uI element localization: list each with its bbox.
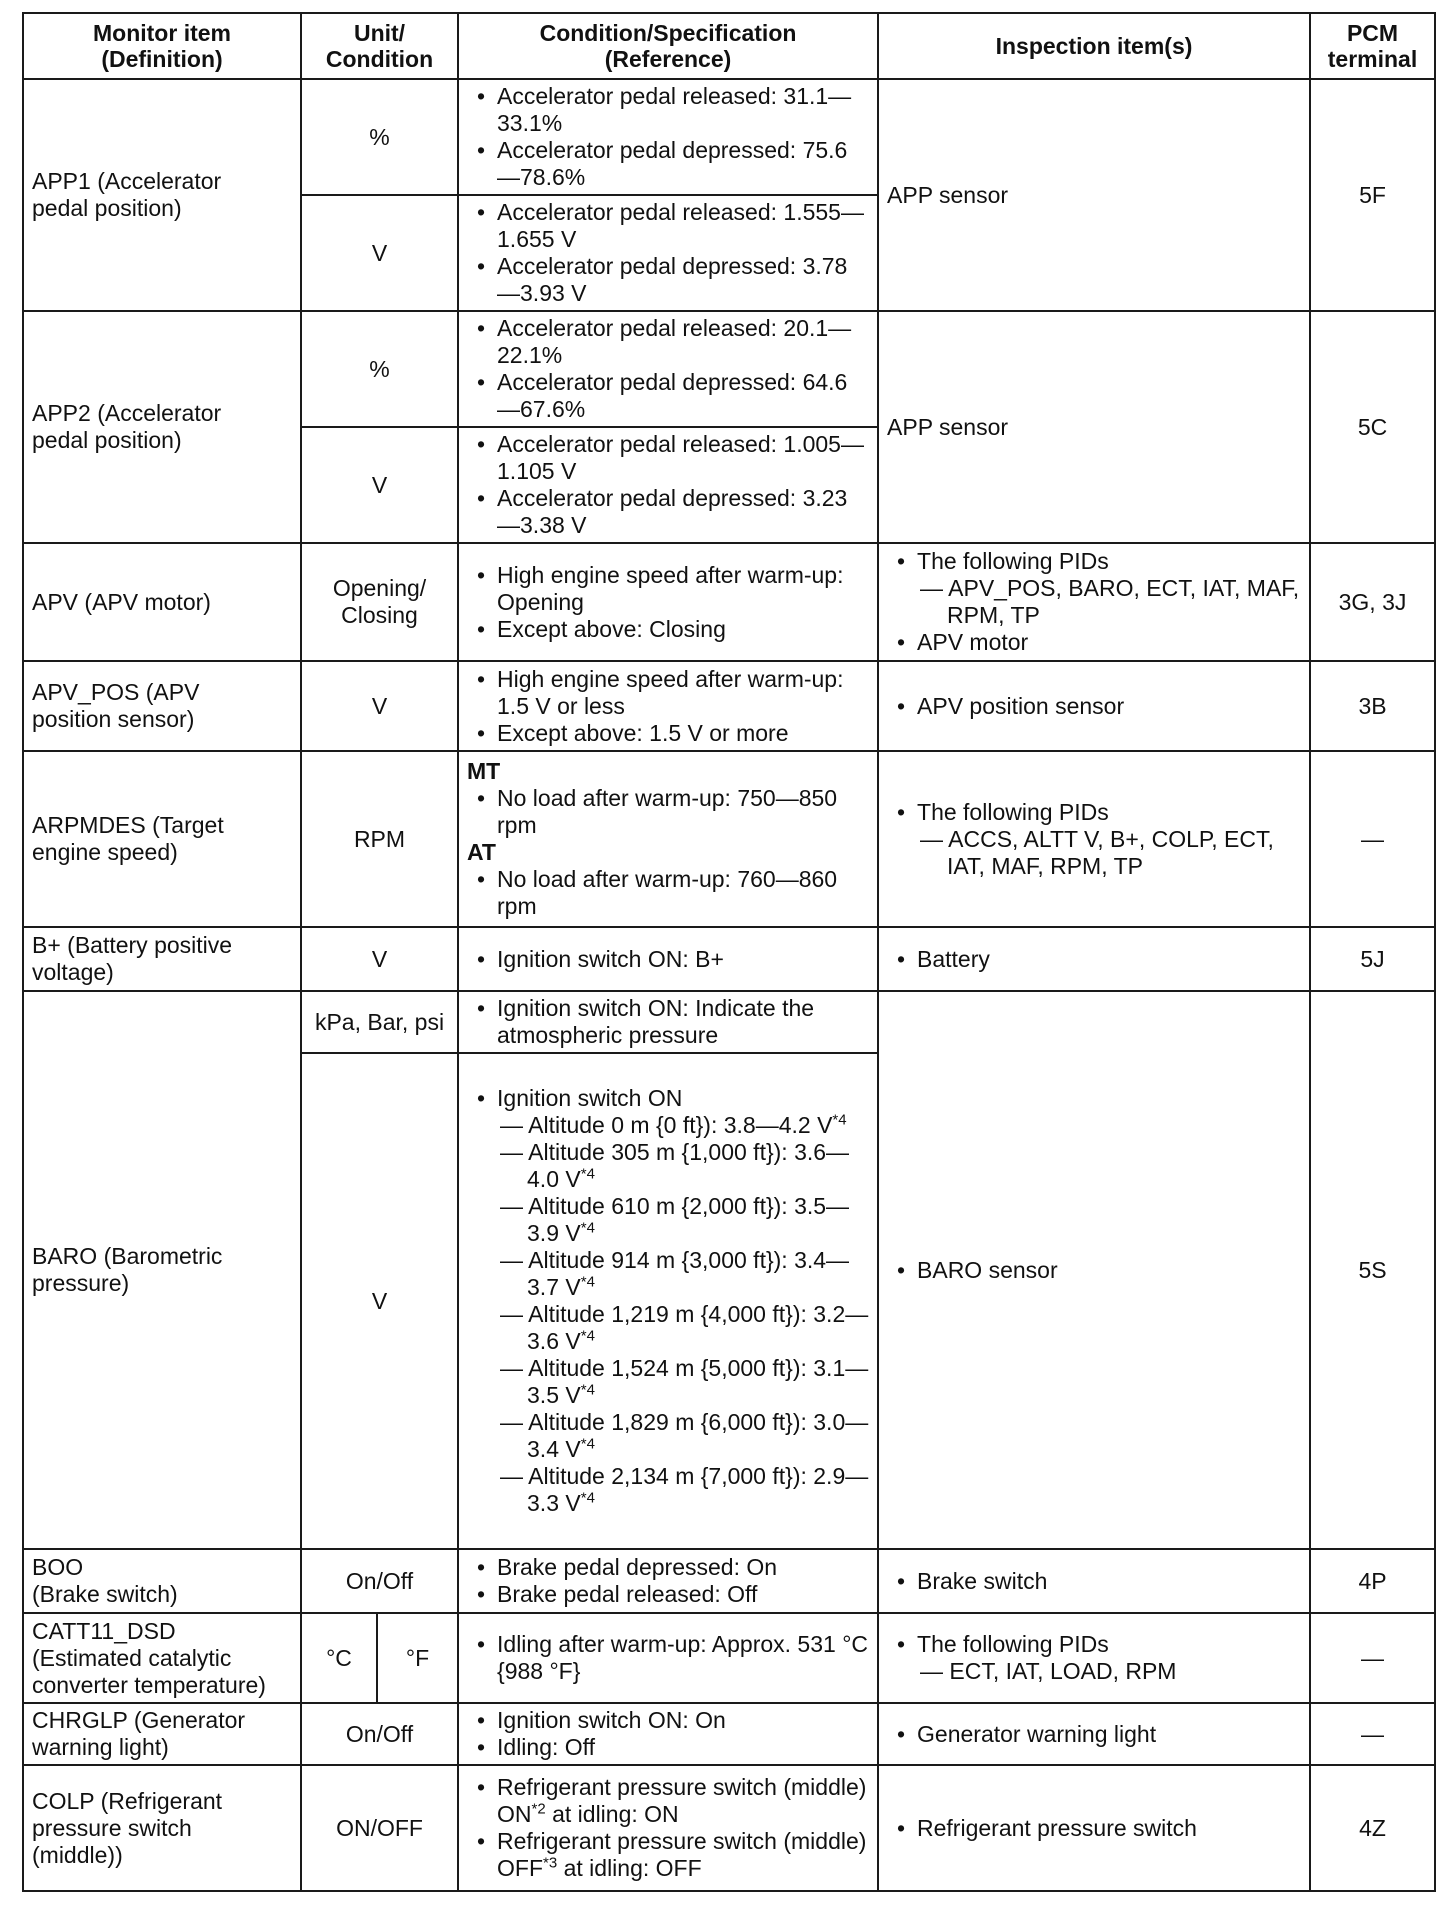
altitude-item — [497, 1193, 869, 1247]
spec-item: • Idling after warm-up: Approx. 531 °C {988 °F} — [467, 1631, 869, 1685]
inspection-item: • APV motor — [887, 629, 1301, 656]
monitor-cell — [23, 991, 301, 1549]
header-monitor-item — [23, 13, 301, 79]
inspection-cell — [878, 661, 1310, 751]
spec-item — [467, 1085, 869, 1517]
pcm-cell: 5S — [1310, 991, 1435, 1549]
spec-cell — [458, 311, 878, 427]
inspection-item: • BARO sensor — [887, 1257, 1301, 1284]
table-row-colp — [23, 1765, 1435, 1891]
altitude-text: — Altitude 1,219 m {4,000 ft}): 3.2—3.6 V — [500, 1301, 869, 1354]
inspection-head: • The following PIDs — [917, 798, 1109, 825]
monitor-label: ARPMDES (Target — [32, 812, 224, 838]
spec-cell — [458, 1765, 878, 1891]
altitude-text: — Altitude 1,829 m {6,000 ft}): 3.0—3.4 V — [500, 1409, 869, 1462]
unit-line: Opening/ — [332, 575, 427, 601]
spec-item: • High engine speed after warm-up: Opening — [467, 562, 869, 616]
header-inspection: Inspection item(s) — [878, 13, 1310, 79]
unit-cell: V — [301, 195, 458, 311]
spec-cell — [458, 1703, 878, 1765]
inspection-cell: APP sensor — [878, 79, 1310, 311]
unit-cell-celsius: °C — [301, 1613, 377, 1703]
header-pcm-line1: PCM — [1346, 20, 1399, 46]
spec-item: • Accelerator pedal released: 1.555—1.655 V — [467, 199, 869, 253]
unit-cell: On/Off — [301, 1703, 458, 1765]
spec-item: • Accelerator pedal released: 1.005—1.105 V — [467, 431, 869, 485]
spec-item: • Accelerator pedal depressed: 3.78—3.93 V — [467, 253, 869, 307]
spec-item: • Accelerator pedal released: 20.1—22.1% — [467, 315, 869, 369]
altitude-item — [497, 1355, 869, 1409]
monitor-cell — [23, 1613, 301, 1703]
table-row-app1 — [23, 79, 1435, 195]
table-row-apv-pos — [23, 661, 1435, 751]
inspection-cell — [878, 1549, 1310, 1613]
spec-item: • Ignition switch ON: On — [467, 1707, 869, 1734]
monitor-label: COLP (Refrigerant — [32, 1787, 223, 1814]
monitor-label: warning light) — [32, 1734, 169, 1760]
pcm-cell: — — [1310, 751, 1435, 927]
unit-cell: V — [301, 661, 458, 751]
header-condition-line1: Condition/Specification — [539, 20, 797, 46]
monitor-cell — [23, 927, 301, 991]
spec-item: • No load after warm-up: 760—860 rpm — [467, 866, 869, 920]
monitor-label: APP2 (Accelerator — [32, 400, 222, 426]
spec-cell — [458, 751, 878, 927]
unit-cell: V — [301, 427, 458, 543]
header-row — [23, 13, 1435, 79]
monitor-label: APV (APV motor) — [23, 543, 301, 661]
unit-cell-fahrenheit: °F — [377, 1613, 458, 1703]
monitor-label: BARO (Barometric — [32, 1243, 223, 1269]
inspection-item: • Battery — [887, 946, 1301, 973]
spec-cell — [458, 79, 878, 195]
table-row-app2 — [23, 311, 1435, 427]
inspection-cell — [878, 1765, 1310, 1891]
footnote-ref: *4 — [580, 1219, 595, 1237]
monitor-label: position sensor) — [32, 706, 195, 732]
spec-item: • Except above: Closing — [467, 616, 869, 643]
table-row-baro — [23, 991, 1435, 1053]
pcm-cell: 5J — [1310, 927, 1435, 991]
monitor-label: (Estimated catalytic — [32, 1644, 232, 1671]
monitor-label: pressure) — [32, 1270, 130, 1296]
table-row-boo — [23, 1549, 1435, 1613]
table-row-apv — [23, 543, 1435, 661]
pcm-cell: 3B — [1310, 661, 1435, 751]
spec-cell — [458, 1613, 878, 1703]
spec-cell — [458, 991, 878, 1053]
spec-cell — [458, 427, 878, 543]
unit-cell: % — [301, 79, 458, 195]
pcm-cell: 4P — [1310, 1549, 1435, 1613]
inspection-item — [887, 548, 1301, 629]
monitor-cell-app2 — [23, 311, 301, 543]
monitor-cell — [23, 1549, 301, 1613]
pcm-cell: 4Z — [1310, 1765, 1435, 1891]
monitor-label: CHRGLP (Generator — [32, 1707, 246, 1733]
pcm-cell: — — [1310, 1613, 1435, 1703]
footnote-ref: *3 — [543, 1854, 558, 1872]
header-pcm — [1310, 13, 1435, 79]
inspection-cell — [878, 1703, 1310, 1765]
table-row-arpmdes — [23, 751, 1435, 927]
inspection-item: • Brake switch — [887, 1568, 1301, 1595]
spec-item: • Ignition switch ON: Indicate the atmospheric pressure — [467, 995, 869, 1049]
spec-cell — [458, 1549, 878, 1613]
unit-cell: V — [301, 927, 458, 991]
monitor-label: (Brake switch) — [32, 1581, 178, 1607]
inspection-item — [887, 799, 1301, 880]
monitor-cell — [23, 661, 301, 751]
header-unit-line1: Unit/ — [353, 20, 406, 46]
altitude-text: — Altitude 0 m {0 ft}): 3.8—4.2 V — [500, 1112, 833, 1138]
unit-cell: V — [301, 1053, 458, 1549]
spec-item: • Except above: 1.5 V or more — [467, 720, 869, 747]
altitude-item — [497, 1301, 869, 1355]
inspection-item: • Generator warning light — [887, 1721, 1301, 1748]
inspection-cell — [878, 751, 1310, 927]
table-row-chrglp — [23, 1703, 1435, 1765]
monitor-label: pedal position) — [32, 195, 182, 221]
monitor-cell — [23, 751, 301, 927]
altitude-item — [497, 1409, 869, 1463]
monitor-label: APP1 (Accelerator — [32, 168, 222, 194]
altitude-text: — Altitude 610 m {2,000 ft}): 3.5—3.9 V — [500, 1193, 850, 1246]
spec-item: • Ignition switch ON: B+ — [467, 946, 869, 973]
inspection-head: • The following PIDs — [917, 548, 1109, 574]
altitude-item — [497, 1247, 869, 1301]
spec-item: • Brake pedal depressed: On — [467, 1554, 869, 1581]
header-unit-line2: Condition — [325, 46, 434, 72]
monitor-label: APV_POS (APV — [32, 679, 200, 705]
spec-item: • Idling: Off — [467, 1734, 869, 1761]
footnote-ref: *2 — [531, 1800, 546, 1818]
spec-text: Refrigerant pressure switch (middle) ON — [497, 1774, 867, 1827]
spec-cell — [458, 543, 878, 661]
inspection-cell — [878, 991, 1310, 1549]
transmission-label-mt: MT — [467, 758, 501, 784]
altitude-text: — Altitude 914 m {3,000 ft}): 3.4—3.7 V — [500, 1247, 850, 1300]
spec-item: • Brake pedal released: Off — [467, 1581, 869, 1608]
altitude-text: — Altitude 1,524 m {5,000 ft}): 3.1—3.5 V — [500, 1355, 869, 1408]
spec-item: • Accelerator pedal depressed: 75.6—78.6% — [467, 137, 869, 191]
unit-cell: kPa, Bar, psi — [301, 991, 458, 1053]
header-monitor-line1: Monitor item — [93, 20, 231, 46]
spec-cell — [458, 195, 878, 311]
spec-cell — [458, 661, 878, 751]
footnote-ref: *4 — [580, 1165, 595, 1183]
monitor-label: BOO — [32, 1554, 84, 1580]
pcm-cell: — — [1310, 1703, 1435, 1765]
monitor-cell — [23, 1703, 301, 1765]
inspection-item: • APV position sensor — [887, 693, 1301, 720]
spec-cell — [458, 1053, 878, 1549]
inspection-sub: — ECT, IAT, LOAD, RPM — [920, 1658, 1177, 1684]
spec-cell — [458, 927, 878, 991]
spec-item — [467, 1828, 869, 1882]
monitor-label: engine speed) — [32, 839, 178, 865]
pcm-cell: 5C — [1310, 311, 1435, 543]
monitor-label: converter temperature) — [32, 1671, 266, 1698]
transmission-label-at: AT — [467, 839, 496, 865]
altitude-item — [497, 1463, 869, 1517]
spec-head: • Ignition switch ON — [497, 1085, 683, 1111]
spec-item: • High engine speed after warm-up: 1.5 V or less — [467, 666, 869, 720]
inspection-cell — [878, 1613, 1310, 1703]
monitor-cell — [23, 1765, 301, 1891]
altitude-text: — Altitude 2,134 m {7,000 ft}): 2.9—3.3 V — [500, 1463, 869, 1516]
pcm-cell: 3G, 3J — [1310, 543, 1435, 661]
footnote-ref: *4 — [580, 1489, 595, 1507]
spec-text: at idling: OFF — [557, 1855, 702, 1881]
inspection-item — [887, 1631, 1301, 1685]
table-row-catt — [23, 1613, 1435, 1703]
footnote-ref: *4 — [580, 1435, 595, 1453]
spec-item: • Accelerator pedal depressed: 3.23—3.38 V — [467, 485, 869, 539]
header-condition — [458, 13, 878, 79]
inspection-sub: — APV_POS, BARO, ECT, IAT, MAF, RPM, TP — [920, 575, 1300, 628]
spec-item: • Accelerator pedal depressed: 64.6—67.6% — [467, 369, 869, 423]
table-row-bplus — [23, 927, 1435, 991]
inspection-cell: APP sensor — [878, 311, 1310, 543]
altitude-item — [497, 1112, 869, 1139]
spec-text: at idling: ON — [545, 1801, 679, 1827]
spec-text: Refrigerant pressure switch (middle) OFF — [497, 1828, 867, 1881]
inspection-cell — [878, 927, 1310, 991]
header-pcm-line2: terminal — [1327, 46, 1418, 72]
monitor-spec-table — [22, 12, 1436, 1892]
footnote-ref: *4 — [580, 1273, 595, 1291]
spec-item: • No load after warm-up: 750—850 rpm — [467, 785, 869, 839]
monitor-label: (middle)) — [32, 1841, 123, 1868]
altitude-item — [497, 1139, 869, 1193]
monitor-label: pedal position) — [32, 427, 182, 453]
altitude-text: — Altitude 305 m {1,000 ft}): 3.6—4.0 V — [500, 1139, 850, 1192]
monitor-cell-app1 — [23, 79, 301, 311]
unit-cell: ON/OFF — [301, 1765, 458, 1891]
unit-cell: On/Off — [301, 1549, 458, 1613]
spec-item: • Accelerator pedal released: 31.1—33.1% — [467, 83, 869, 137]
monitor-label: voltage) — [32, 959, 114, 985]
header-condition-line2: (Reference) — [604, 46, 732, 72]
unit-cell — [301, 543, 458, 661]
unit-cell: % — [301, 311, 458, 427]
footnote-ref: *4 — [580, 1381, 595, 1399]
unit-line: Closing — [341, 602, 418, 628]
pcm-cell: 5F — [1310, 79, 1435, 311]
inspection-cell — [878, 543, 1310, 661]
spec-item — [467, 1774, 869, 1828]
monitor-label: CATT11_DSD — [32, 1617, 176, 1644]
footnote-ref: *4 — [580, 1327, 595, 1345]
inspection-sub: — ACCS, ALTT V, B+, COLP, ECT, IAT, MAF, RPM, TP — [920, 825, 1274, 879]
unit-cell: RPM — [301, 751, 458, 927]
inspection-item: • Refrigerant pressure switch — [887, 1815, 1301, 1842]
header-unit — [301, 13, 458, 79]
monitor-label: B+ (Battery positive — [32, 932, 233, 958]
inspection-head: • The following PIDs — [917, 1631, 1109, 1657]
monitor-label: pressure switch — [32, 1814, 192, 1841]
header-monitor-line2: (Definition) — [101, 46, 223, 72]
footnote-ref: *4 — [832, 1111, 847, 1129]
